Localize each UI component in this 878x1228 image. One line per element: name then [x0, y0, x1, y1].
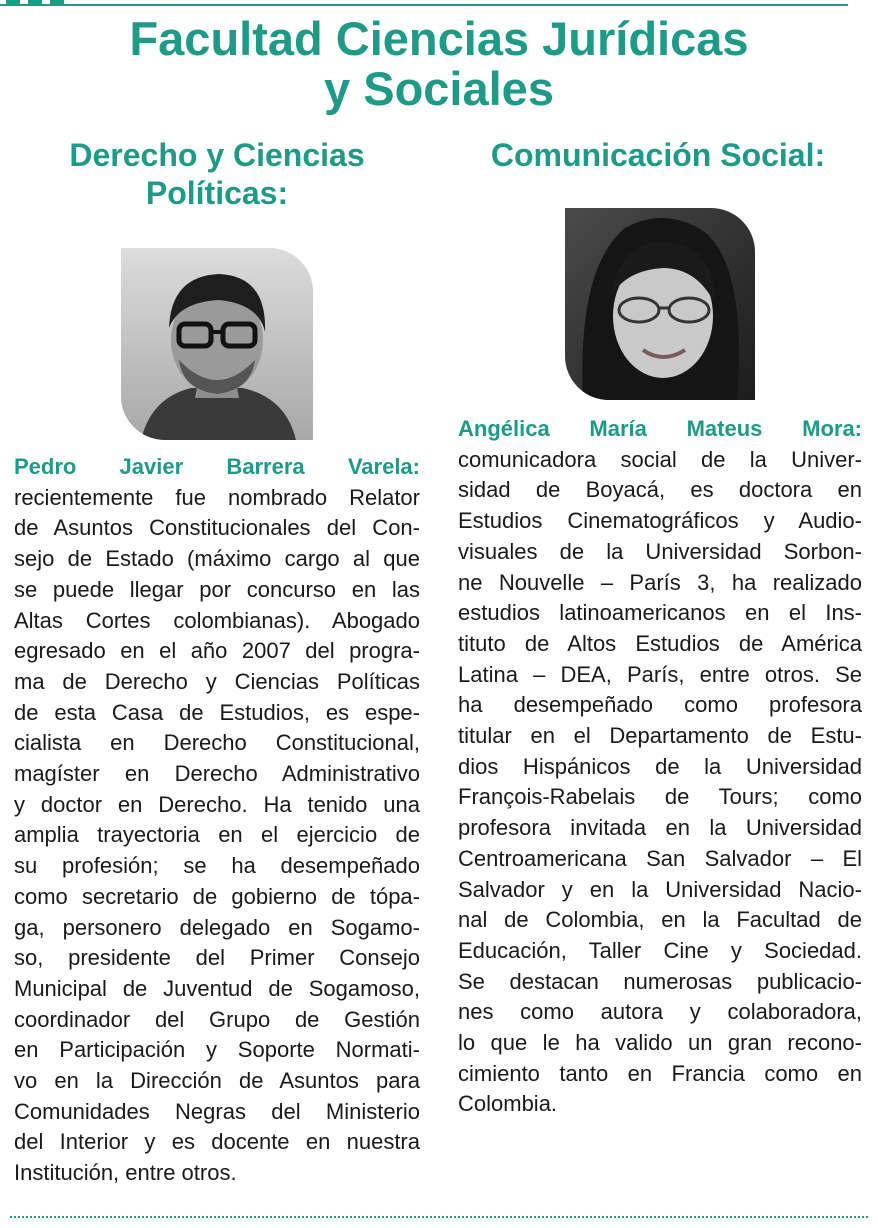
- bio-line: Municipal de Juventud de Sogamoso,: [14, 975, 420, 1001]
- bio-angelica: [458, 414, 862, 1120]
- bio-line: en Participación y Soporte Normati-: [14, 1037, 420, 1063]
- bio-line: Estudios Cinematográficos y Audio-: [458, 508, 862, 534]
- bio-line: egresado en el año 2007 del progra-: [14, 638, 420, 664]
- header-rule: [0, 4, 848, 6]
- bio-line: Salvador y en la Universidad Nacio-: [458, 876, 862, 902]
- bio-line: lo que le ha valido un gran recono-: [458, 1030, 862, 1056]
- title-line-1: Facultad Ciencias Jurídicas: [129, 12, 749, 65]
- bio-line: so, presidente del Primer Consejo: [14, 945, 420, 971]
- bio-line: titular en el Departamento de Estu-: [458, 723, 862, 749]
- bio-line: cialista en Derecho Constitucional,: [14, 730, 420, 756]
- bio-line: François-Rabelais de Tours; como: [458, 784, 862, 810]
- bio-line: Institución, entre otros.: [14, 1160, 237, 1186]
- person-name: Pedro Javier Barrera Varela:: [14, 454, 420, 479]
- portrait-photo-angelica: [565, 208, 755, 400]
- bio-line: ha desempeñado como profesora: [458, 692, 862, 718]
- bio-line: sidad de Boyacá, es doctora en: [458, 477, 862, 503]
- bio-line: Educación, Taller Cine y Sociedad.: [458, 937, 862, 963]
- heading-line-2: Políticas:: [145, 175, 289, 211]
- bio-line: vo en la Dirección de Asuntos para: [14, 1068, 420, 1094]
- person-name: Angélica María Mateus Mora:: [458, 416, 862, 441]
- bio-line: comunicadora social de la Univer-: [458, 446, 862, 472]
- bio-line: coordinador del Grupo de Gestión: [14, 1006, 420, 1032]
- bio-line: ma de Derecho y Ciencias Políticas: [14, 668, 420, 694]
- bio-line: cimiento tanto en Francia como en: [458, 1060, 862, 1086]
- bio-line: magíster en Derecho Administrativo: [14, 761, 420, 787]
- bio-line: visuales de la Universidad Sorbon-: [458, 538, 862, 564]
- bio-name-line: [14, 452, 420, 483]
- bio-line: profesora invitada en la Universidad: [458, 815, 862, 841]
- bio-line: tituto de Altos Estudios de América: [458, 630, 862, 656]
- bio-line: del Interior y es docente en nuestra: [14, 1129, 420, 1155]
- bio-line: Comunidades Negras del Ministerio: [14, 1098, 420, 1124]
- bio-line: amplia trayectoria en el ejercicio de: [14, 822, 420, 848]
- bio-line: estudios latinoamericanos en el Ins-: [458, 600, 862, 626]
- bio-line: Colombia.: [458, 1091, 558, 1117]
- section-heading-comunicacion: [452, 136, 864, 174]
- bio-line: su profesión; se ha desempeñado: [14, 853, 420, 879]
- bio-line: Latina – DEA, París, entre otros. Se: [458, 661, 862, 687]
- bio-line: y doctor en Derecho. Ha tenido una: [14, 791, 420, 817]
- portrait-woman-glasses-icon: [565, 208, 755, 400]
- title-line-2: y Sociales: [324, 62, 554, 115]
- footer-dotted-rule: [10, 1216, 868, 1218]
- portrait-man-glasses-icon: [121, 248, 313, 440]
- bio-line: se puede llegar por concurso en las: [14, 576, 420, 602]
- page-title: [0, 14, 878, 114]
- heading-line-1: Derecho y Ciencias: [69, 137, 365, 173]
- bio-line: de esta Casa de Estudios, es espe-: [14, 699, 420, 725]
- bio-line: Se destacan numerosas publicacio-: [458, 968, 862, 994]
- bio-line: ga, personero delegado en Sogamo-: [14, 914, 420, 940]
- bio-line: recientemente fue nombrado Relator: [14, 484, 420, 510]
- bio-line: nes como autora y colaboradora,: [458, 999, 862, 1025]
- bio-pedro: [14, 452, 420, 1189]
- bio-line: dios Hispánicos de la Universidad: [458, 753, 862, 779]
- bio-line: de Asuntos Constitucionales del Con-: [14, 515, 420, 541]
- portrait-photo-pedro: [121, 248, 313, 440]
- section-heading-derecho: [14, 136, 420, 212]
- bio-line: nal de Colombia, en la Facultad de: [458, 907, 862, 933]
- bio-line: como secretario de gobierno de tópa-: [14, 883, 420, 909]
- bio-line: sejo de Estado (máximo cargo al que: [14, 546, 420, 572]
- bio-line: Centroamericana San Salvador – El: [458, 845, 862, 871]
- bio-name-line: [458, 414, 862, 445]
- bio-line: Altas Cortes colombianas). Abogado: [14, 607, 420, 633]
- bio-line: ne Nouvelle – París 3, ha realizado: [458, 569, 862, 595]
- heading-line-1: Comunicación Social:: [490, 137, 826, 173]
